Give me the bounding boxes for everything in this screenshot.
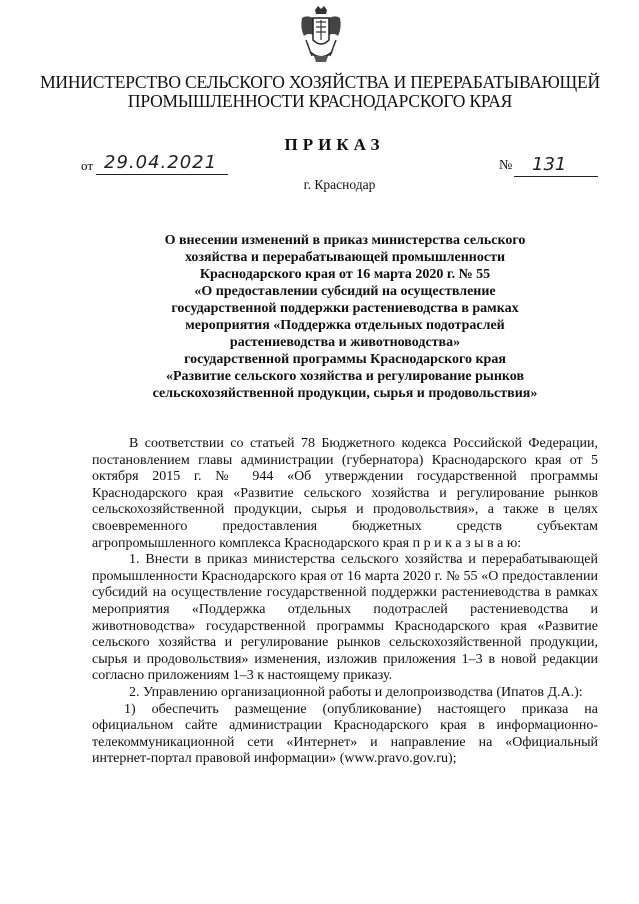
title-line: сельскохозяйственной продукции, сырья и продовольствия» (152, 386, 538, 401)
preamble-text: В соответствии со статьей 78 Бюджетного кодекса Российской Федерации, постановлением главы администрации (губернатора) Краснодарского края от 5 октября 2015 г. № 944 «Об утверждении государственной программы Краснодарского края «Развитие сельского хозяйства и регулирование рынков сельскохозяйственной продукции, сырья и продовольствия», а также в целях своевременного предоставления бюджетных средств субъектам агропромышленного комплекса Краснодарского края (92, 436, 598, 551)
document-body (92, 436, 598, 768)
date-value: 29.04.2021 (104, 152, 218, 173)
title-line: мероприятия «Поддержка отдельных подотраслей (185, 318, 505, 333)
ministry-line-1: МИНИСТЕРСТВО СЕЛЬСКОГО ХОЗЯЙСТВА И ПЕРЕРАБАТЫВАЮЩЕЙ (40, 72, 600, 92)
title-line: Краснодарского края от 16 марта 2020 г. № 55 (199, 267, 491, 282)
date-underline (96, 174, 228, 175)
city: г. Краснодар (303, 177, 376, 192)
paragraph-item-1: 1. Внести в приказ министерства сельского хозяйства и перерабатывающей промышленности Краснодарского края от 16 марта 2020 г. № 55 «О предоставлении субсидий на осуществление государственной поддержки растениеводства в рамках мероприятия «Поддержка отдельных подотраслей растениеводства и животноводства» государственной программы Краснодарского края «Развитие сельского хозяйства и регулирование рынков сельскохозяйственной продукции, сырья и продовольствия» изменения, изложив приложения 1–3 в новой редакции согласно приложениям 1–3 к настоящему приказу. (92, 552, 598, 684)
document-title (130, 232, 560, 402)
paragraph-preamble (92, 436, 598, 552)
title-line: растениеводства и животноводства» (229, 335, 461, 350)
coat-of-arms-icon (298, 6, 344, 64)
ministry-line-2: ПРОМЫШЛЕННОСТИ КРАСНОДАРСКОГО КРАЯ (127, 91, 513, 111)
date-prefix: от (81, 158, 94, 173)
title-line: государственной поддержки растениеводства в рамках (171, 301, 519, 316)
paragraph-item-2: 2. Управлению организационной работы и делопроизводства (Ипатов Д.А.): (129, 684, 583, 700)
title-line: хозяйства и перерабатывающей промышленности (184, 250, 506, 265)
title-line: «Развитие сельского хозяйства и регулирование рынков (165, 369, 525, 384)
paragraph-subitem-1: 1) обеспечить размещение (опубликование) настоящего приказа на официальном сайте администрации Краснодарского края в информационно-телекоммуникационной сети «Интернет» и направление на «Официальный интернет-портал правовой информации» (www.pravo.gov.ru); (92, 701, 598, 767)
number-prefix: № (499, 158, 513, 173)
document-type: ПРИКАЗ (284, 135, 385, 154)
title-line: государственной программы Краснодарского края (184, 352, 506, 367)
title-line: «О предоставлении субсидий на осуществление (194, 284, 496, 299)
order-word: п р и к а з ы в а ю: (412, 535, 522, 551)
ministry-name (40, 73, 600, 111)
number-value: 131 (532, 154, 567, 175)
title-line: О внесении изменений в приказ министерства сельского (164, 233, 526, 248)
